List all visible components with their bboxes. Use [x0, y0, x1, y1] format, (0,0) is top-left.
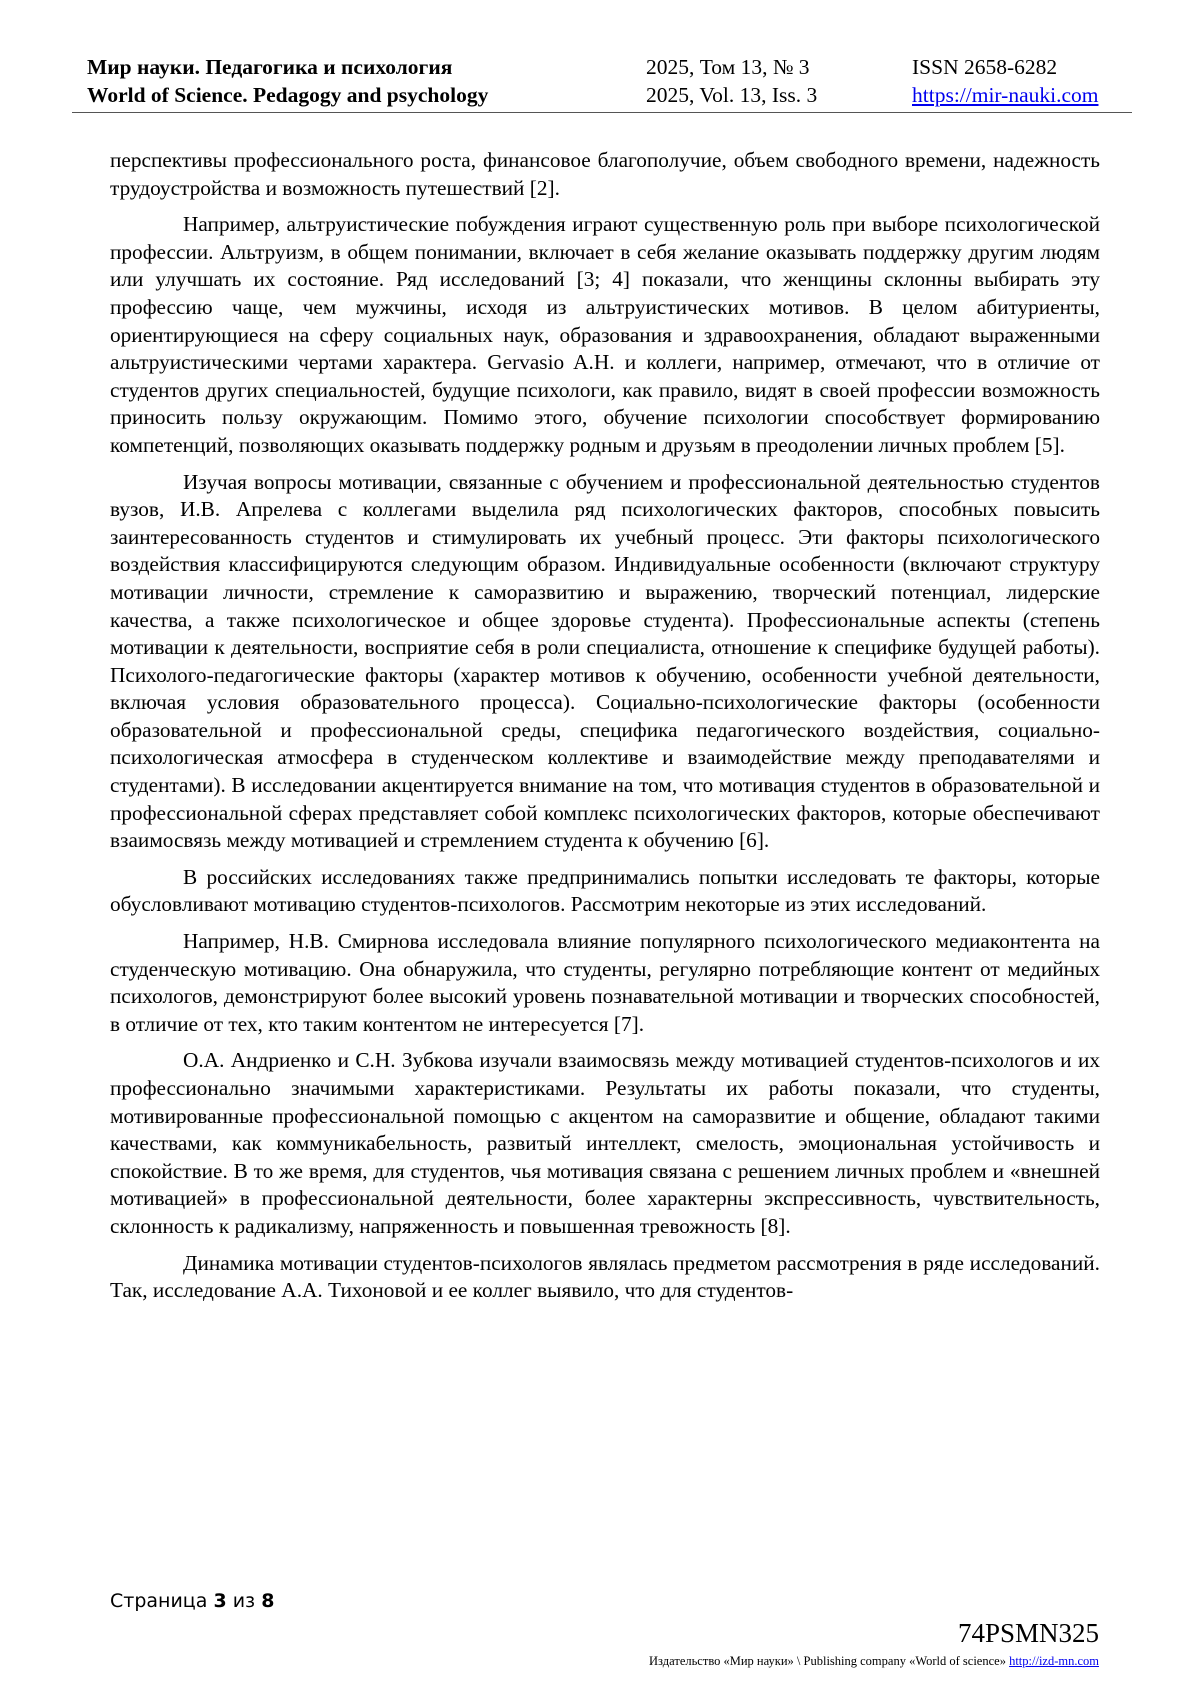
issue-info-ru: 2025, Том 13, № 3: [646, 55, 810, 79]
journal-header: [87, 50, 1132, 112]
article-code: 74PSMN325: [957, 1618, 1099, 1648]
header-divider: [72, 112, 1132, 113]
article-body: [110, 147, 1100, 1314]
paragraph-3: Изучая вопросы мотивации, связанные с обучением и профессиональной деятельностью студентов вузов, И.В. Апрелева с коллегами выделила ряд психологических факторов, способных повысить заинтересованность студентов и стимулировать их учебный процесс. Эти факторы психологического воздействия классифицируются следующим образом. Индивидуальные особенности (включают структуру мотивации личности, стремление к саморазвитию и выражению, творческий потенциал, лидерские качества, а также психологическое и общее здоровье студента). Профессиональные аспекты (степень мотивации к деятельности, восприятие себя в роли специалиста, отношение к специфике будущей работы). Психолого-педагогические факторы (характер мотивов к обучению, особенности учебной деятельности, включая условия образовательного процесса). Социально-психологические факторы (особенности образовательной и профессиональной среды, специфика педагогического воздействия, социально-психологическая атмосфера в студенческом коллективе и взаимодействие между преподавателями и студентами). В исследовании акцентируется внимание на том, что мотивация студентов в образовательной и профессиональной сферах представляет собой комплекс психологических факторов, которые обеспечивают взаимосвязь между мотивацией и стремлением студента к обучению [6].: [110, 469, 1100, 853]
paragraph-6: О.А. Андриенко и С.Н. Зубкова изучали взаимосвязь между мотивацией студентов-психологов и их профессионально значимыми характеристиками. Результаты их работы показали, что студенты, мотивированные профессиональной помощью с акцентом на саморазвитие и общение, обладают такими качествами, как коммуникабельность, развитый интеллект, смелость, эмоциональная устойчивость и спокойствие. В то же время, для студентов, чья мотивация связана с решением личных проблем и «внешней мотивацией» в профессиональной деятельности, более характерны экспрессивность, чувствительность, склонность к радикализму, напряженность и повышенная тревожность [8].: [110, 1048, 1100, 1238]
paragraph-1: перспективы профессионального роста, финансовое благополучие, объем свободного времени, надежность трудоустройства и возможность путешествий [2].: [110, 148, 1100, 200]
journal-title-ru: Мир науки. Педагогика и психология: [87, 55, 453, 79]
page-prefix: Страница: [110, 1590, 214, 1612]
page-separator: из: [226, 1590, 262, 1612]
issue-info-en: 2025, Vol. 13, Iss. 3: [646, 83, 818, 107]
header-row-en: [87, 81, 1132, 109]
publisher-text: Издательство «Мир науки» \ Publishing company «World of science»: [649, 1654, 1010, 1668]
header-row-ru: [87, 53, 1132, 81]
paragraph-7: Динамика мотивации студентов-психологов являлась предметом рассмотрения в ряде исследований. Так, исследование А.А. Тихоновой и ее коллег выявило, что для студентов-: [110, 1250, 1100, 1303]
paragraph-2: Например, альтруистические побуждения играют существенную роль при выборе психологической профессии. Альтруизм, в общем понимании, включает в себя желание оказывать поддержку другим людям или улучшать их состояние. Ряд исследований [3; 4] показали, что женщины склонны выбирать эту профессию чаще, чем мужчины, исходя из альтруистических мотивов. В целом абитуриенты, ориентирующиеся на сферу социальных наук, образования и здравоохранения, обладают выраженными альтруистическими чертами характера. Gervasio A.H. и коллеги, например, отмечают, что в отличие от студентов других специальностей, будущие психологи, как правило, видят в своей профессии возможность приносить пользу окружающим. Помимо этого, обучение психологии способствует формированию компетенций, позволяющих оказывать поддержку родным и друзьям в преодолении личных проблем [5].: [110, 212, 1100, 457]
page-current: 3: [213, 1590, 227, 1612]
page-total: 8: [261, 1590, 275, 1612]
journal-url-link[interactable]: https://mir-nauki.com: [912, 83, 1099, 107]
journal-title-en: World of Science. Pedagogy and psychology: [87, 83, 489, 107]
paragraph-5: Например, Н.В. Смирнова исследовала влияние популярного психологического медиаконтента на студенческую мотивацию. Она обнаружила, что студенты, регулярно потребляющие контент от медийных психологов, демонстрируют более высокий уровень познавательной мотивации и творческих способностей, в отличие от тех, кто таким контентом не интересуется [7].: [110, 929, 1100, 1036]
page-number: [110, 1590, 274, 1612]
issn: ISSN 2658-6282: [912, 55, 1058, 79]
publisher-link[interactable]: http://izd-mn.com: [1009, 1654, 1099, 1668]
paragraph-4: В российских исследованиях также предпринимались попытки исследовать те факторы, которые обусловливают мотивацию студентов-психологов. Рассмотрим некоторые из этих исследований.: [110, 864, 1100, 917]
publisher-line: [649, 1654, 1099, 1669]
